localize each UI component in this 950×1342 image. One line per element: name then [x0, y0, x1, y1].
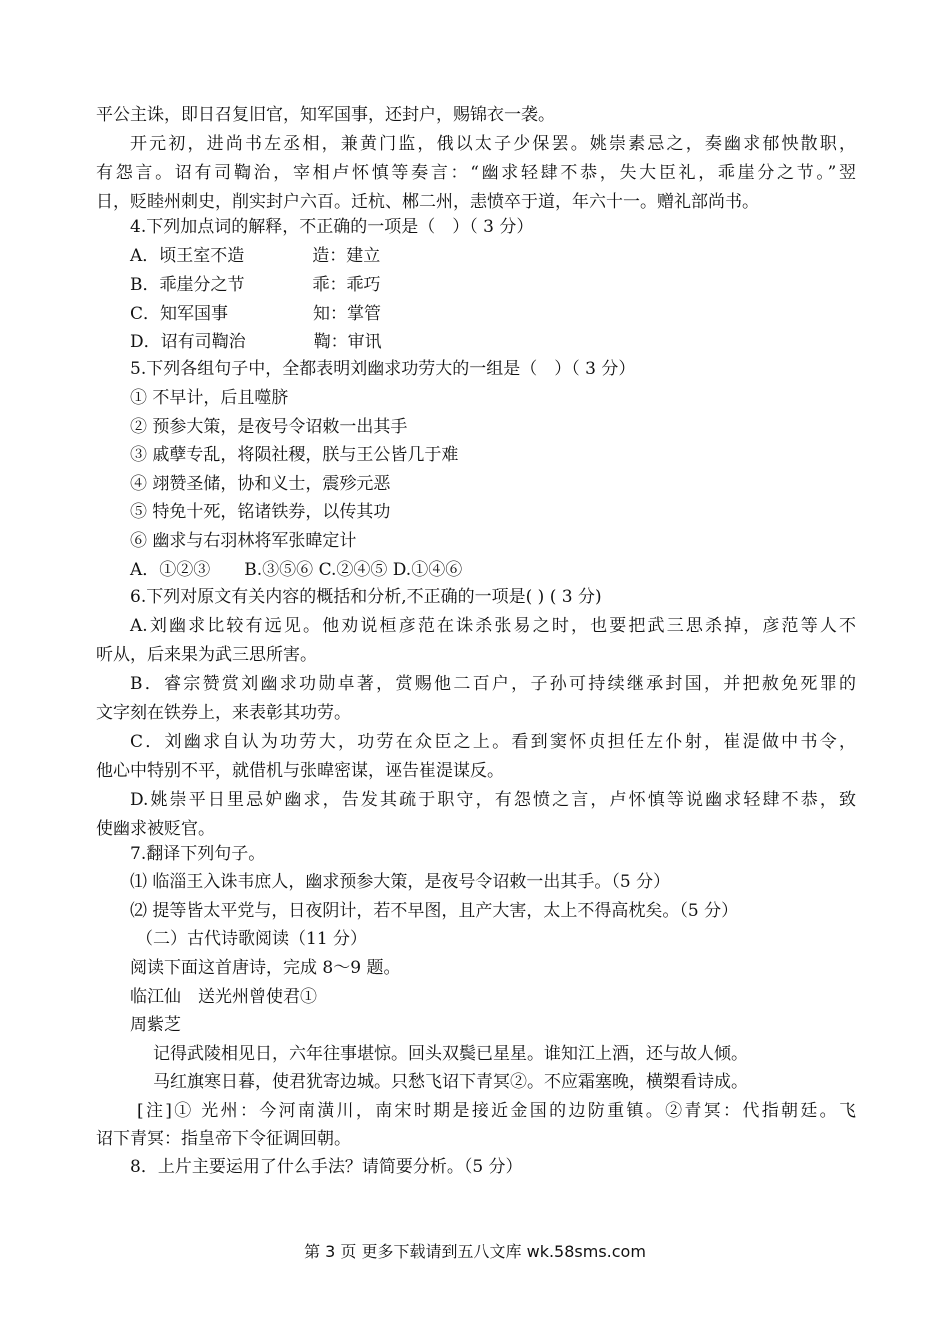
poem-line: 马红旗寒日暮，使君犹寄边城。只愁飞诏下青冥②。不应霜塞晚，横槊看诗成。	[153, 1072, 748, 1092]
question-7-sentence-1: ⑴ 临淄王入诛韦庶人，幽求预参大策，是夜号令诏敕一出其手。（5 分）	[130, 872, 671, 892]
question-6-option-b-cont: 文字刻在铁券上，来表彰其功劳。	[96, 703, 351, 723]
question-4-option-d: D．诏有司鞫治 鞫：审讯	[130, 332, 382, 352]
question-8-stem: 8．上片主要运用了什么手法？请简要分析。（5 分）	[130, 1157, 523, 1177]
question-4-option-b: B．乖崖分之节 乖：乖巧	[130, 275, 381, 295]
reading-instruction: 阅读下面这首唐诗，完成 8～9 题。	[130, 958, 401, 978]
question-5-item: ① 不早计，后且噬脐	[130, 388, 289, 408]
question-4-option-c: C．知军国事 知：掌管	[130, 304, 382, 324]
poem-line: 记得武陵相见日，六年往事堪惊。回头双鬓已星星。谁知江上酒，还与故人倾。	[153, 1044, 748, 1064]
question-6-option-a-cont: 听从，后来果为武三思所害。	[96, 645, 317, 665]
question-6-option-c-cont: 他心中特别不平，就借机与张暐密谋，诬告崔湜谋反。	[96, 761, 504, 781]
question-5-options: A．①②③ B.③⑤⑥ C.②④⑤ D.①④⑥	[130, 560, 463, 580]
poem-note-cont: 诏下青冥：指皇帝下令征调回朝。	[96, 1129, 351, 1149]
question-5-item: ③ 戚孽专乱，将陨社稷，朕与王公皆几于难	[130, 445, 459, 465]
question-5-item: ⑤ 特免十死，铭诸铁券，以传其功	[130, 502, 391, 522]
section-heading: （二）古代诗歌阅读（11 分）	[136, 929, 368, 949]
question-6-option-a: A.刘幽求比较有远见。他劝说桓彦范在诛杀张易之时，也要把武三思杀掉，彦范等人不	[130, 616, 856, 636]
poem-title: 临江仙 送光州曾使君①	[130, 987, 317, 1007]
question-4-stem: 4.下列加点词的解释，不正确的一项是（ ）（ 3 分）	[130, 217, 534, 237]
question-6-option-c: C．刘幽求自认为功劳大，功劳在众臣之上。看到窦怀贞担任左仆射，崔湜做中书令，	[130, 732, 856, 752]
question-5-stem: 5.下列各组句子中，全都表明刘幽求功劳大的一组是（ ）（ 3 分）	[130, 359, 636, 379]
question-4-option-a: A．顷王室不造 造：建立	[130, 246, 381, 266]
text-line: 平公主诛，即日召复旧官，知军国事，还封户，赐锦衣一袭。	[96, 105, 555, 125]
poem-note: [注]① 光州：今河南潢川，南宋时期是接近金国的边防重镇。②青冥：代指朝廷。飞	[137, 1101, 856, 1121]
question-6-option-d-cont: 使幽求被贬官。	[96, 819, 215, 839]
paragraph-line: 有怨言。诏有司鞫治，宰相卢怀慎等奏言：“幽求轻肆不恭，失大臣礼，乖崖分之节。”翌	[96, 163, 856, 183]
poem-author: 周紫芝	[130, 1015, 181, 1035]
question-7-sentence-2: ⑵ 提等皆太平党与，日夜阴计，若不早图，且产大害，太上不得高枕矣。（5 分）	[130, 901, 739, 921]
page-footer: 第 3 页 更多下载请到五八文库 wk.58sms.com	[304, 1242, 646, 1261]
question-6-stem: 6.下列对原文有关内容的概括和分析,不正确的一项是( ) ( 3 分)	[130, 587, 602, 607]
paragraph-line: 开元初，进尚书左丞相，兼黄门监，俄以太子少保罢。姚崇素忌之，奏幽求郁怏散职，	[130, 134, 856, 154]
question-7-stem: 7.翻译下列句子。	[130, 844, 266, 864]
question-5-item: ④ 翊赞圣储，协和义士，震殄元恶	[130, 474, 391, 494]
paragraph-line: 日，贬睦州刺史，削实封户六百。迁杭、郴二州，恚愤卒于道，年六十一。赠礼部尚书。	[96, 192, 759, 212]
question-6-option-b: B．睿宗赞赏刘幽求功勋卓著，赏赐他二百户，子孙可持续继承封国，并把赦免死罪的	[130, 674, 856, 694]
question-6-option-d: D.姚崇平日里忌妒幽求，告发其疏于职守，有怨愤之言，卢怀慎等说幽求轻肆不恭，致	[130, 790, 856, 810]
question-5-item: ⑥ 幽求与右羽林将军张暐定计	[130, 531, 357, 551]
question-5-item: ② 预参大策，是夜号令诏敕一出其手	[130, 417, 408, 437]
